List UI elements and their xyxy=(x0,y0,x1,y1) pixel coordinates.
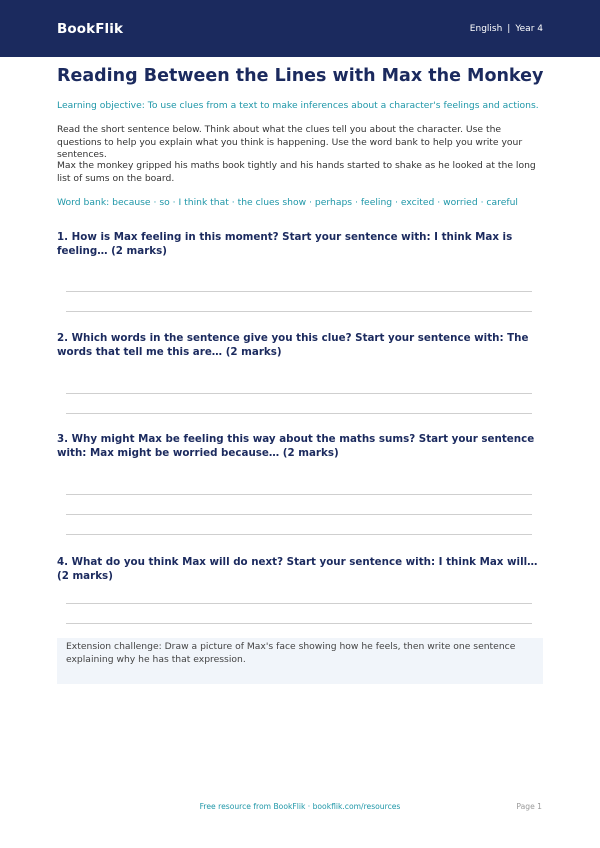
answer-line[interactable] xyxy=(66,494,532,495)
answer-line[interactable] xyxy=(66,413,532,414)
extension-challenge: Extension challenge: Draw a picture of Max's face showing how he feels, then write one sentence explaining why he has that expression. xyxy=(57,638,543,684)
separator: | xyxy=(507,23,511,34)
answer-line[interactable] xyxy=(66,534,532,535)
question-1: 1. How is Max feeling in this moment? Start your sentence with: I think Max is feeling… (2 marks) xyxy=(57,231,513,257)
question-2: 2. Which words in the sentence give you this clue? Start your sentence with: The words that tell me this are… (2 marks) xyxy=(57,332,529,358)
answer-line[interactable] xyxy=(66,291,532,292)
learning-objective: Learning objective: To use clues from a text to make inferences about a character's feelings and actions. xyxy=(57,100,539,111)
answer-line[interactable] xyxy=(66,603,532,604)
subject-year-label xyxy=(470,24,543,34)
reading-passage: Max the monkey gripped his maths book tightly and his hands started to shake as he looked at the long list of sums on the board. xyxy=(57,160,536,184)
year-label: Year 4 xyxy=(515,23,543,34)
answer-line[interactable] xyxy=(66,393,532,394)
question-4: 4. What do you think Max will do next? Start your sentence with: I think Max will… (2 marks) xyxy=(57,556,538,582)
answer-line[interactable] xyxy=(66,311,532,312)
answer-line[interactable] xyxy=(66,514,532,515)
instructions-paragraph: Read the short sentence below. Think about what the clues tell you about the character. Use the questions to help you explain what you think is happening. Use the word bank to help you write your sentences. xyxy=(57,124,523,161)
question-3: 3. Why might Max be feeling this way about the maths sums? Start your sentence with: Max might be worried because… (2 marks) xyxy=(57,433,535,459)
subject-label: English xyxy=(469,23,503,34)
footer-link[interactable]: Free resource from BookFlik · bookflik.com/resources xyxy=(199,802,401,811)
brand-logo: BookFlik xyxy=(57,20,124,37)
header-bar xyxy=(0,0,600,57)
page-number: Page 1 xyxy=(516,802,542,811)
page-title: Reading Between the Lines with Max the Monkey xyxy=(57,66,544,86)
answer-line[interactable] xyxy=(66,623,532,624)
word-bank: Word bank: because · so · I think that · the clues show · perhaps · feeling · excited · worried · careful xyxy=(57,197,518,208)
